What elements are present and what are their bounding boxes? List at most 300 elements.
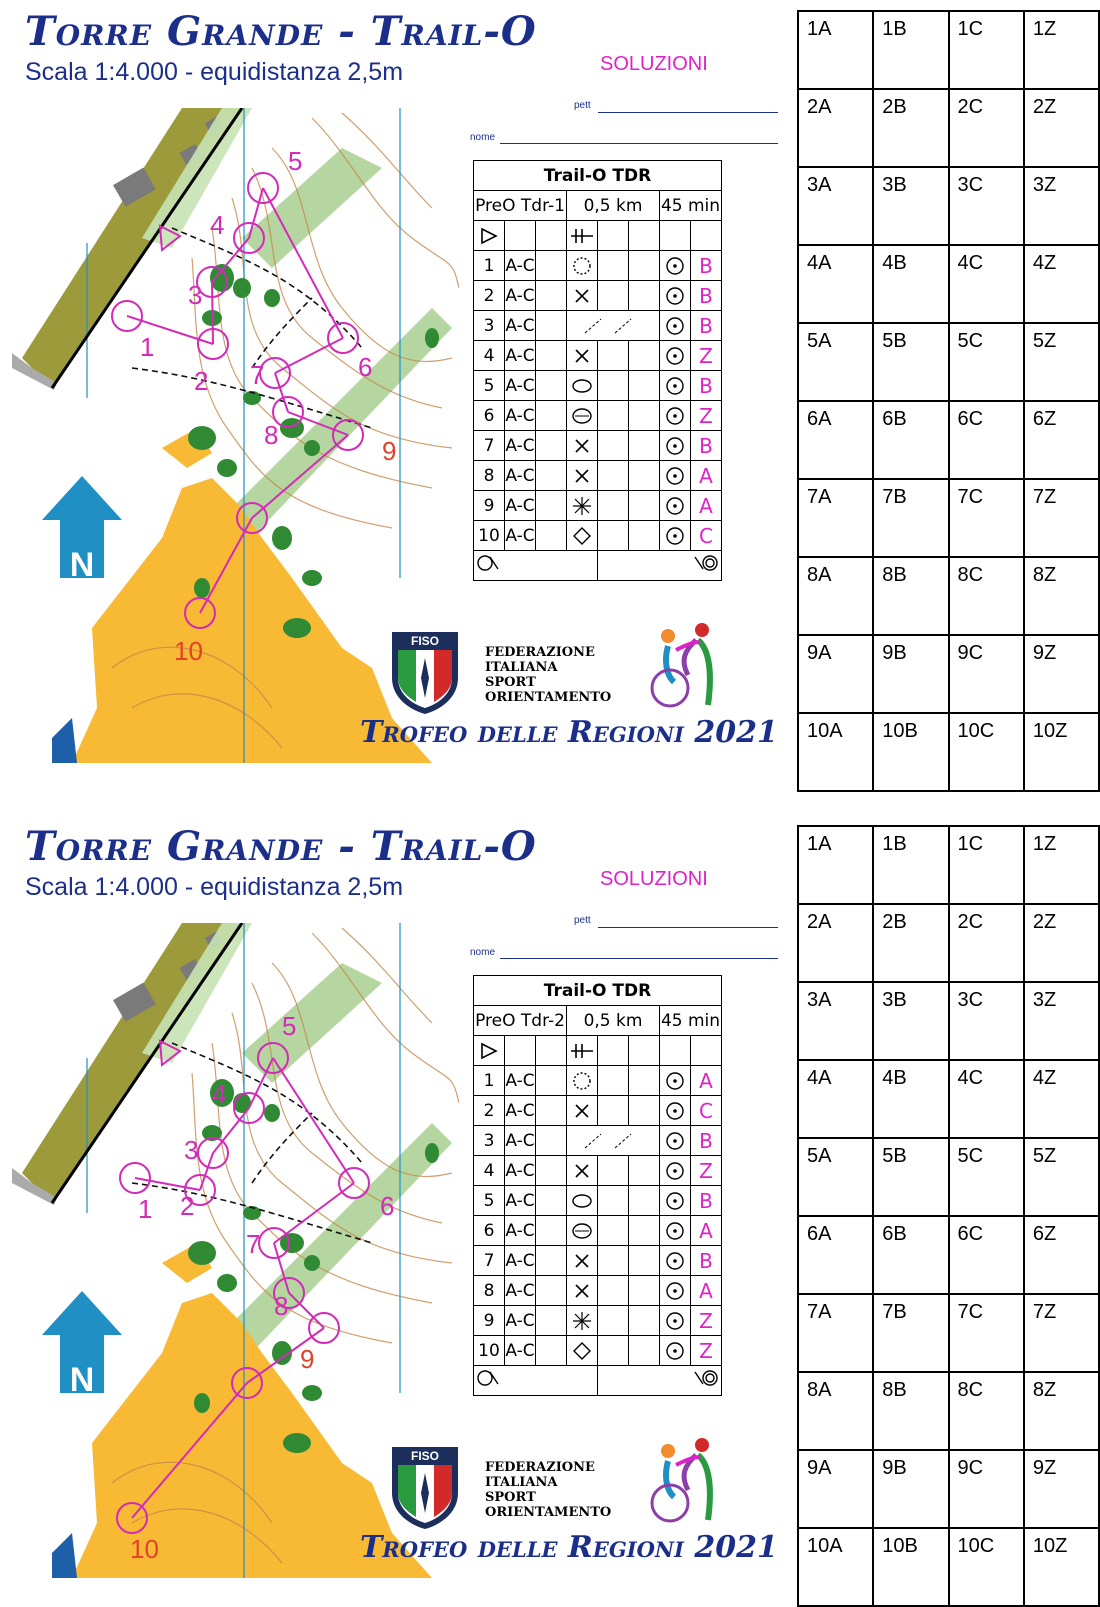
nome-label: nome <box>470 132 496 143</box>
answer-cell[interactable]: 3Z <box>1024 982 1099 1060</box>
feature-symbol <box>567 371 598 401</box>
cd-row <box>474 1276 722 1306</box>
cd-cell <box>629 1306 660 1336</box>
answer-cell[interactable]: 1C <box>949 826 1024 904</box>
answer-cell[interactable]: 7Z <box>1024 1294 1099 1372</box>
answer-cell[interactable]: 8A <box>798 557 873 635</box>
answer-cell[interactable]: 5Z <box>1024 323 1099 401</box>
answer-cell[interactable]: 3C <box>949 167 1024 245</box>
answer-cell[interactable]: 8Z <box>1024 557 1099 635</box>
answer-grid <box>797 825 1100 1607</box>
control-range: A-C <box>505 1336 536 1366</box>
cd-cell <box>536 221 567 251</box>
answer-letter: Z <box>691 1336 722 1366</box>
answer-cell[interactable]: 4C <box>949 1060 1024 1138</box>
answer-cell[interactable]: 5B <box>873 323 948 401</box>
grid-row <box>798 1450 1099 1528</box>
cd-cell <box>598 1246 629 1276</box>
grid-row <box>798 1060 1099 1138</box>
control-number-label: 9 <box>382 436 397 466</box>
grid-row <box>798 11 1099 89</box>
control-number-label: 3 <box>184 1135 199 1165</box>
cd-cell <box>598 491 629 521</box>
finish-start-symbol <box>474 1366 598 1396</box>
cd-cell <box>598 401 629 431</box>
answer-cell[interactable]: 1Z <box>1024 826 1099 904</box>
nome-label: nome <box>470 947 496 958</box>
sheet-title: Torre Grande - Trail-O <box>25 823 537 870</box>
answer-cell[interactable]: 8C <box>949 557 1024 635</box>
answer-cell[interactable]: 9Z <box>1024 635 1099 713</box>
control-range: A-C <box>505 281 536 311</box>
cd-row <box>474 161 722 191</box>
position-symbol <box>660 251 691 281</box>
answer-cell[interactable]: 8C <box>949 1372 1024 1450</box>
answer-cell[interactable]: 6A <box>798 1216 873 1294</box>
answer-cell[interactable]: 6A <box>798 401 873 479</box>
answer-cell[interactable]: 9C <box>949 635 1024 713</box>
sheet-title: Torre Grande - Trail-O <box>25 8 537 55</box>
nome-line <box>500 958 778 959</box>
position-symbol <box>660 491 691 521</box>
answer-letter: Z <box>691 1156 722 1186</box>
answer-letter: C <box>691 1096 722 1126</box>
grid-row <box>798 1216 1099 1294</box>
cd-row <box>474 221 722 251</box>
control-number: 4 <box>474 341 505 371</box>
start-symbol <box>474 1036 505 1066</box>
control-range: A-C <box>505 1096 536 1126</box>
cd-cell <box>629 461 660 491</box>
sheet-preo-1 <box>0 0 1100 790</box>
feature-symbol <box>567 1096 598 1126</box>
answer-cell[interactable]: 2C <box>949 904 1024 982</box>
cd-row <box>474 976 722 1006</box>
cd-row <box>474 461 722 491</box>
answer-cell[interactable]: 4A <box>798 1060 873 1138</box>
control-range: A-C <box>505 521 536 551</box>
cd-cell <box>536 1216 567 1246</box>
control-range: A-C <box>505 401 536 431</box>
answer-letter: A <box>691 1276 722 1306</box>
cd-row <box>474 1156 722 1186</box>
position-symbol <box>660 1126 691 1156</box>
cd-cell <box>598 461 629 491</box>
finish-start-symbol <box>474 551 598 581</box>
control-number-label: 2 <box>180 1191 195 1221</box>
answer-cell[interactable]: 9A <box>798 635 873 713</box>
grid-row <box>798 167 1099 245</box>
answer-cell[interactable]: 4B <box>873 1060 948 1138</box>
cd-cell <box>629 1276 660 1306</box>
cd-cell <box>629 491 660 521</box>
control-number: 6 <box>474 1216 505 1246</box>
control-number-label: 4 <box>210 210 225 240</box>
control-number: 3 <box>474 1126 505 1156</box>
cd-cell <box>629 1156 660 1186</box>
control-number: 7 <box>474 431 505 461</box>
grid-row <box>798 1372 1099 1450</box>
grid-row <box>798 89 1099 167</box>
answer-cell[interactable]: 3A <box>798 167 873 245</box>
trail-o-logo <box>640 1435 740 1530</box>
cd-cell <box>598 1276 629 1306</box>
cd-cell <box>660 1036 691 1066</box>
cd-cell <box>629 521 660 551</box>
cd-cell <box>629 1096 660 1126</box>
cd-cell <box>629 371 660 401</box>
position-symbol <box>660 1066 691 1096</box>
answer-cell[interactable]: 10Z <box>1024 1528 1099 1606</box>
cd-course: PreO Tdr-2 <box>474 1006 567 1036</box>
grid-row <box>798 323 1099 401</box>
answer-cell[interactable]: 2B <box>873 904 948 982</box>
answer-cell[interactable]: 10B <box>873 713 948 791</box>
trophy-title: Trofeo delle Regioni 2021 <box>360 715 778 750</box>
answer-cell[interactable]: 7A <box>798 1294 873 1372</box>
svg-text:FISO: FISO <box>410 1449 440 1463</box>
control-range: A-C <box>505 1156 536 1186</box>
cd-cell <box>598 1036 629 1066</box>
answer-letter: B <box>691 311 722 341</box>
answer-cell[interactable]: 1B <box>873 11 948 89</box>
answer-cell[interactable]: 3Z <box>1024 167 1099 245</box>
cd-row <box>474 551 722 581</box>
control-number: 9 <box>474 491 505 521</box>
cd-row <box>474 1006 722 1036</box>
position-symbol <box>660 281 691 311</box>
answer-cell[interactable]: 9C <box>949 1450 1024 1528</box>
answer-cell[interactable]: 6B <box>873 401 948 479</box>
cd-row <box>474 1126 722 1156</box>
position-symbol <box>660 1186 691 1216</box>
grid-row <box>798 401 1099 479</box>
grid-row <box>798 713 1099 791</box>
federation-name: FEDERAZIONE ITALIANA SPORT ORIENTAMENTO <box>485 1460 612 1520</box>
control-number: 2 <box>474 1096 505 1126</box>
control-range: A-C <box>505 371 536 401</box>
answer-cell[interactable]: 1Z <box>1024 11 1099 89</box>
answer-cell[interactable]: 5Z <box>1024 1138 1099 1216</box>
cd-cell <box>629 431 660 461</box>
answer-cell[interactable]: 7C <box>949 1294 1024 1372</box>
answer-cell[interactable]: 6Z <box>1024 401 1099 479</box>
answer-letter: A <box>691 1066 722 1096</box>
answer-cell[interactable]: 2A <box>798 904 873 982</box>
cd-cell <box>536 431 567 461</box>
cd-course: PreO Tdr-1 <box>474 191 567 221</box>
answer-letter: B <box>691 1126 722 1156</box>
position-symbol <box>660 401 691 431</box>
cd-cell <box>598 1306 629 1336</box>
control-number: 5 <box>474 1186 505 1216</box>
answer-cell[interactable]: 2A <box>798 89 873 167</box>
cd-cell <box>536 1276 567 1306</box>
feature-symbol <box>567 1336 598 1366</box>
cd-cell <box>598 1066 629 1096</box>
cd-cell <box>536 1096 567 1126</box>
cd-cell <box>598 281 629 311</box>
cd-cell <box>598 431 629 461</box>
control-range: A-C <box>505 1246 536 1276</box>
answer-cell[interactable]: 2B <box>873 89 948 167</box>
cd-cell <box>629 251 660 281</box>
cd-cell <box>598 1216 629 1246</box>
answer-cell[interactable]: 10B <box>873 1528 948 1606</box>
control-range: A-C <box>505 431 536 461</box>
cd-row <box>474 311 722 341</box>
cd-row <box>474 341 722 371</box>
cd-row <box>474 491 722 521</box>
map-scale: Scala 1:4.000 - equidistanza 2,5m <box>25 873 404 901</box>
feature-symbol <box>567 1156 598 1186</box>
control-descriptions <box>473 160 722 581</box>
control-number-label: 8 <box>274 1291 289 1321</box>
cd-cell <box>536 491 567 521</box>
answer-cell[interactable]: 9B <box>873 1450 948 1528</box>
answer-cell[interactable]: 4Z <box>1024 245 1099 323</box>
svg-text:N: N <box>69 1361 95 1399</box>
feature-symbol <box>567 251 598 281</box>
cd-row <box>474 1306 722 1336</box>
answer-cell[interactable]: 3B <box>873 982 948 1060</box>
cd-cell <box>536 311 567 341</box>
answer-cell[interactable]: 8Z <box>1024 1372 1099 1450</box>
control-number: 9 <box>474 1306 505 1336</box>
answer-cell[interactable]: 6C <box>949 1216 1024 1294</box>
answer-cell[interactable]: 1C <box>949 11 1024 89</box>
dead-zone-symbol <box>567 221 598 251</box>
position-symbol <box>660 431 691 461</box>
answer-cell[interactable]: 7B <box>873 479 948 557</box>
cd-cell <box>536 1186 567 1216</box>
answer-cell[interactable]: 7A <box>798 479 873 557</box>
control-range: A-C <box>505 251 536 281</box>
feature-symbol <box>567 1306 598 1336</box>
answer-cell[interactable]: 10C <box>949 1528 1024 1606</box>
answer-cell[interactable]: 1B <box>873 826 948 904</box>
answer-cell[interactable]: 2Z <box>1024 89 1099 167</box>
control-number-label: 7 <box>246 1229 261 1259</box>
cd-row <box>474 1066 722 1096</box>
answer-letter: Z <box>691 341 722 371</box>
control-number: 3 <box>474 311 505 341</box>
answer-cell[interactable]: 6C <box>949 401 1024 479</box>
position-symbol <box>660 461 691 491</box>
answer-cell[interactable]: 8B <box>873 1372 948 1450</box>
answer-cell[interactable]: 10A <box>798 1528 873 1606</box>
answer-grid <box>797 10 1100 792</box>
answer-letter: C <box>691 521 722 551</box>
cd-time: 45 min <box>660 1006 722 1036</box>
feature-symbol <box>567 1126 660 1156</box>
answer-letter: B <box>691 281 722 311</box>
grid-row <box>798 1138 1099 1216</box>
cd-row <box>474 1366 722 1396</box>
grid-row <box>798 1528 1099 1606</box>
feature-symbol <box>567 461 598 491</box>
answer-cell[interactable]: 6Z <box>1024 1216 1099 1294</box>
trail-o-logo <box>640 620 740 715</box>
control-range: A-C <box>505 461 536 491</box>
control-number-label: 10 <box>174 636 203 666</box>
grid-row <box>798 635 1099 713</box>
feature-symbol <box>567 311 660 341</box>
feature-symbol <box>567 521 598 551</box>
cd-cell <box>629 1066 660 1096</box>
answer-letter: B <box>691 371 722 401</box>
control-number-label: 5 <box>288 146 303 176</box>
control-number: 6 <box>474 401 505 431</box>
answer-letter: Z <box>691 401 722 431</box>
cd-cell <box>629 1036 660 1066</box>
control-range: A-C <box>505 1306 536 1336</box>
control-number-label: 3 <box>188 280 203 310</box>
cd-title: Trail-O TDR <box>474 161 722 191</box>
feature-symbol <box>567 431 598 461</box>
answer-cell[interactable]: 3A <box>798 982 873 1060</box>
solutions-label: SOLUZIONI <box>600 868 708 890</box>
answer-letter: A <box>691 491 722 521</box>
answer-cell[interactable]: 10A <box>798 713 873 791</box>
cd-cell <box>629 221 660 251</box>
answer-cell[interactable]: 5A <box>798 1138 873 1216</box>
cd-cell <box>536 1336 567 1366</box>
cd-row <box>474 401 722 431</box>
answer-letter: Z <box>691 1306 722 1336</box>
control-number-label: 1 <box>140 332 155 362</box>
answer-cell[interactable]: 1A <box>798 11 873 89</box>
cd-title: Trail-O TDR <box>474 976 722 1006</box>
grid-row <box>798 1294 1099 1372</box>
cd-row <box>474 1036 722 1066</box>
position-symbol <box>660 1096 691 1126</box>
answer-letter: B <box>691 431 722 461</box>
feature-symbol <box>567 1066 598 1096</box>
answer-cell[interactable]: 6B <box>873 1216 948 1294</box>
cd-cell <box>598 1156 629 1186</box>
answer-cell[interactable]: 4Z <box>1024 1060 1099 1138</box>
cd-cell <box>536 521 567 551</box>
cd-cell <box>536 371 567 401</box>
position-symbol <box>660 1156 691 1186</box>
control-number: 8 <box>474 1276 505 1306</box>
answer-cell[interactable]: 5A <box>798 323 873 401</box>
grid-row <box>798 557 1099 635</box>
cd-cell <box>691 1036 722 1066</box>
answer-cell[interactable]: 7C <box>949 479 1024 557</box>
fiso-logo <box>388 1443 462 1531</box>
cd-length: 0,5 km <box>567 191 660 221</box>
control-number: 1 <box>474 1066 505 1096</box>
control-descriptions <box>473 975 722 1396</box>
answer-cell[interactable]: 9A <box>798 1450 873 1528</box>
answer-cell[interactable]: 8A <box>798 1372 873 1450</box>
cd-cell <box>629 281 660 311</box>
control-range: A-C <box>505 1276 536 1306</box>
answer-letter: A <box>691 461 722 491</box>
cd-cell <box>505 1036 536 1066</box>
feature-symbol <box>567 1186 598 1216</box>
answer-cell[interactable]: 2C <box>949 89 1024 167</box>
cd-row <box>474 521 722 551</box>
feature-symbol <box>567 341 598 371</box>
pett-label: pett <box>574 100 591 111</box>
answer-letter: B <box>691 1246 722 1276</box>
feature-symbol <box>567 401 598 431</box>
answer-cell[interactable]: 4B <box>873 245 948 323</box>
cd-cell <box>629 1186 660 1216</box>
answer-cell[interactable]: 10C <box>949 713 1024 791</box>
control-number-label: 6 <box>380 1191 395 1221</box>
position-symbol <box>660 1306 691 1336</box>
control-number: 1 <box>474 251 505 281</box>
grid-row <box>798 479 1099 557</box>
cd-cell <box>505 221 536 251</box>
position-symbol <box>660 341 691 371</box>
answer-cell[interactable]: 8B <box>873 557 948 635</box>
control-range: A-C <box>505 1216 536 1246</box>
answer-cell[interactable]: 3C <box>949 982 1024 1060</box>
answer-letter: B <box>691 1186 722 1216</box>
answer-cell[interactable]: 5C <box>949 323 1024 401</box>
answer-cell[interactable]: 4C <box>949 245 1024 323</box>
cd-row <box>474 1246 722 1276</box>
grid-row <box>798 982 1099 1060</box>
answer-cell[interactable]: 3B <box>873 167 948 245</box>
cd-cell <box>691 221 722 251</box>
answer-letter: B <box>691 251 722 281</box>
answer-cell[interactable]: 4A <box>798 245 873 323</box>
control-range: A-C <box>505 1066 536 1096</box>
control-number: 4 <box>474 1156 505 1186</box>
feature-symbol <box>567 491 598 521</box>
answer-cell[interactable]: 10Z <box>1024 713 1099 791</box>
cd-cell <box>536 341 567 371</box>
answer-cell[interactable]: 5C <box>949 1138 1024 1216</box>
federation-name: FEDERAZIONE ITALIANA SPORT ORIENTAMENTO <box>485 645 612 705</box>
answer-cell[interactable]: 9B <box>873 635 948 713</box>
start-symbol <box>474 221 505 251</box>
control-number-label: 6 <box>358 352 373 382</box>
cd-row <box>474 1216 722 1246</box>
cd-cell <box>536 461 567 491</box>
answer-cell[interactable]: 1A <box>798 826 873 904</box>
cd-cell <box>598 521 629 551</box>
finish-symbol <box>598 1366 722 1396</box>
cd-cell <box>598 1096 629 1126</box>
feature-symbol <box>567 1216 598 1246</box>
answer-cell[interactable]: 9Z <box>1024 1450 1099 1528</box>
finish-symbol <box>598 551 722 581</box>
cd-cell <box>629 1336 660 1366</box>
control-number-label: 9 <box>300 1344 315 1374</box>
answer-cell[interactable]: 7B <box>873 1294 948 1372</box>
feature-symbol <box>567 1246 598 1276</box>
grid-row <box>798 245 1099 323</box>
cd-cell <box>536 401 567 431</box>
cd-row <box>474 1336 722 1366</box>
feature-symbol <box>567 281 598 311</box>
position-symbol <box>660 1216 691 1246</box>
cd-row <box>474 191 722 221</box>
answer-cell[interactable]: 5B <box>873 1138 948 1216</box>
cd-cell <box>598 1186 629 1216</box>
svg-text:N: N <box>69 546 95 584</box>
answer-cell[interactable]: 7Z <box>1024 479 1099 557</box>
control-number: 5 <box>474 371 505 401</box>
answer-cell[interactable]: 2Z <box>1024 904 1099 982</box>
